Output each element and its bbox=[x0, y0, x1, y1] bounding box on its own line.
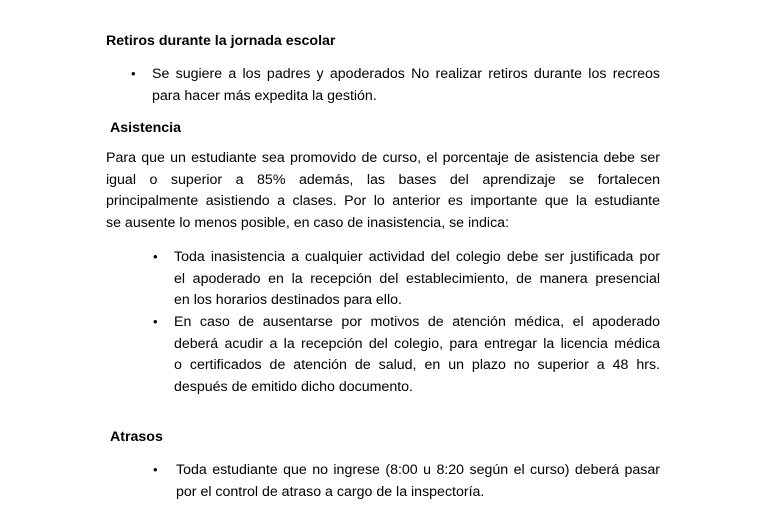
bullet-glyph: • bbox=[153, 462, 158, 477]
bullet-line: por el control de atraso a cargo de la inspectoría. bbox=[176, 483, 485, 500]
bullet-line: En caso de ausentarse por motivos de atención médica, el apoderado bbox=[174, 314, 660, 330]
paragraph-line: Para que un estudiante sea promovido de curso, el porcentaje de asistencia debe ser bbox=[106, 150, 660, 166]
bullet-item-atrasos-1 bbox=[176, 460, 660, 503]
bullet-glyph: • bbox=[131, 66, 136, 81]
heading-asistencia: Asistencia bbox=[110, 120, 181, 136]
heading-atrasos: Atrasos bbox=[110, 429, 163, 445]
paragraph-asistencia bbox=[106, 148, 660, 234]
bullet-item-asistencia-2 bbox=[174, 312, 660, 398]
paragraph-line: se ausente lo menos posible, en caso de inasistencia, se indica: bbox=[106, 214, 510, 231]
bullet-line: Toda estudiante que no ingrese (8:00 u 8:20 según el curso) deberá pasar bbox=[176, 462, 660, 478]
bullet-line: Toda inasistencia a cualquier actividad del colegio debe ser justificada por bbox=[174, 249, 660, 265]
bullet-item-retiros-1 bbox=[152, 64, 660, 107]
bullet-glyph: • bbox=[153, 249, 158, 264]
paragraph-line: igual o superior a 85% además, las bases del aprendizaje se fortalecen bbox=[106, 171, 660, 188]
paragraph-line: principalmente asistiendo a clases. Por lo anterior es importante que la estudiante bbox=[106, 193, 660, 209]
bullet-line: deberá acudir a la recepción del colegio, para entregar la licencia médica bbox=[174, 335, 660, 352]
bullet-line: para hacer más expedita la gestión. bbox=[152, 87, 377, 104]
bullet-glyph: • bbox=[153, 314, 158, 329]
bullet-line: el apoderado en la recepción del establecimiento, de manera presencial bbox=[174, 270, 660, 287]
bullet-line: o certificados de atención de salud, en un plazo no superior a 48 hrs. bbox=[174, 357, 660, 373]
bullet-line: después de emitido dicho documento. bbox=[174, 378, 413, 395]
bullet-item-asistencia-1 bbox=[174, 247, 660, 312]
bullet-line: Se sugiere a los padres y apoderados No realizar retiros durante los recreos bbox=[152, 66, 660, 82]
heading-retiros: Retiros durante la jornada escolar bbox=[106, 33, 336, 49]
bullet-line: en los horarios destinados para ello. bbox=[174, 292, 402, 308]
